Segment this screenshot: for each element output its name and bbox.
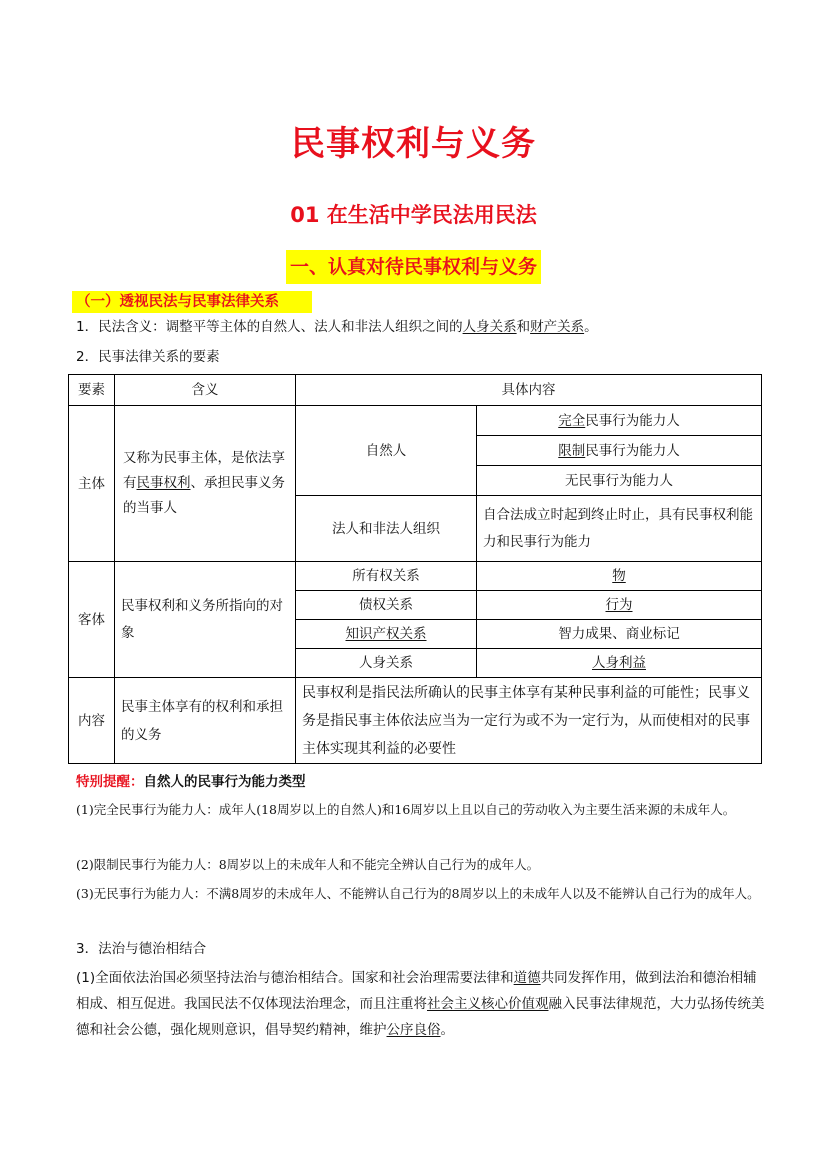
table-row	[69, 562, 762, 591]
object-label: 客体	[69, 562, 115, 678]
object-target-keyword: 行为	[605, 597, 633, 613]
no-capacity-cell: 无民事行为能力人	[477, 466, 762, 496]
object-target-keyword: 人身利益	[592, 655, 646, 671]
item-2: 2．民事法律关系的要素	[76, 349, 220, 365]
item-1	[76, 317, 598, 337]
item-3: 3．法治与德治相结合	[76, 941, 207, 957]
subject-meaning-text: 又称为民事主体，是依法享有	[123, 450, 285, 491]
content-label: 内容	[69, 678, 115, 764]
subject-meaning	[115, 406, 296, 562]
full-capacity-text: 民事行为能力人	[585, 412, 680, 429]
remark-paragraph-2: (2)限制民事行为能力人：8周岁以上的未成年人和不能完全辨认自己行为的成年人。	[76, 857, 540, 872]
object-target	[477, 562, 762, 591]
subject-label: 主体	[69, 406, 115, 562]
paragraph-3-keyword-3: 公序良俗	[386, 1022, 441, 1038]
table-header: 含义	[115, 375, 296, 406]
object-target: 智力成果、商业标记	[477, 620, 762, 649]
subject-meaning-text-end: 、承担民事义务的当事人	[123, 475, 285, 516]
limited-capacity-keyword: 限制	[558, 442, 586, 459]
paragraph-3-keyword-1: 道德	[513, 970, 541, 986]
object-relation-keyword: 知识产权关系	[345, 626, 427, 642]
item-1-text-mid: 和	[516, 319, 531, 335]
table-row	[69, 678, 762, 764]
legal-person-cell: 法人和非法人组织	[296, 496, 477, 562]
paragraph-3-text: (1)全面依法治国必须坚持法治与德治相结合。国家和社会治理需要法律和	[76, 970, 514, 986]
item-1-keyword-1: 人身关系	[462, 319, 517, 335]
content-meaning: 民事主体享有的权利和承担的义务	[115, 678, 296, 764]
full-capacity-keyword: 完全	[558, 412, 586, 429]
object-relation: 债权关系	[296, 591, 477, 620]
section-heading-text: 一、认真对待民事权利与义务	[289, 256, 537, 278]
limited-capacity-text: 民事行为能力人	[585, 442, 680, 459]
full-capacity-cell	[477, 406, 762, 436]
subsection-heading-text: （一）透视民法与民事法律关系	[76, 294, 279, 310]
object-relation: 所有权关系	[296, 562, 477, 591]
item-1-keyword-2: 财产关系	[530, 319, 585, 335]
legal-person-desc: 自合法成立时起到终止时止，具有民事权利能力和民事行为能力	[477, 496, 762, 562]
table-row	[69, 406, 762, 436]
page-title: 民事权利与义务	[291, 124, 536, 164]
remark-text: 自然人的民事行为能力类型	[143, 774, 306, 790]
object-target	[477, 649, 762, 678]
object-meaning: 民事权利和义务所指向的对象	[115, 562, 296, 678]
object-target	[477, 591, 762, 620]
natural-person-cell: 自然人	[296, 406, 477, 496]
subject-meaning-keyword: 民事权利	[136, 475, 191, 491]
paragraph-3-text-2: 共同发挥作用，做到法治和德治相辅相成、相互促进。我国民法不仅体现法治理念，而且注重将	[76, 970, 757, 1012]
object-relation	[296, 620, 477, 649]
table-header-row	[69, 375, 762, 406]
remark-heading	[76, 772, 306, 792]
remark-paragraph-1: (1)完全民事行为能力人：成年人(18周岁以上的自然人)和16周岁以上且以自己的劳动收入为主要生活来源的未成年人。	[76, 802, 736, 817]
table-header: 要素	[69, 375, 115, 406]
content-desc: 民事权利是指民法所确认的民事主体享有某种民事利益的可能性；民事义务是指民事主体依法应当为一定行为或不为一定行为，从而使相对的民事主体实现其利益的必要性	[296, 678, 762, 764]
section-heading	[286, 250, 541, 284]
limited-capacity-cell	[477, 436, 762, 466]
paragraph-3-text-3: 融入民事法律规范，大力弘扬传统美德和社会公德，强化规则意识，倡导契约精神，维护	[76, 996, 765, 1038]
subsection-heading	[72, 291, 312, 313]
chapter-title: 01 在生活中学民法用民法	[290, 203, 537, 227]
object-target-keyword: 物	[612, 568, 626, 584]
item-1-text-end: 。	[584, 319, 598, 335]
table-header: 具体内容	[296, 375, 762, 406]
elements-table	[68, 374, 762, 764]
paragraph-3-keyword-2: 社会主义核心价值观	[427, 996, 549, 1012]
paragraph-3	[76, 965, 766, 1043]
paragraph-3-text-end: 。	[440, 1022, 454, 1038]
remark-paragraph-3: (3)无民事行为能力人：不满8周岁的未成年人、不能辨认自己行为的8周岁以上的未成年人以及不能辨认自己行为的成年人。	[76, 886, 760, 901]
remark-label: 特别提醒：	[76, 774, 144, 790]
object-relation: 人身关系	[296, 649, 477, 678]
item-1-text: 1．民法含义：调整平等主体的自然人、法人和非法人组织之间的	[76, 319, 463, 335]
